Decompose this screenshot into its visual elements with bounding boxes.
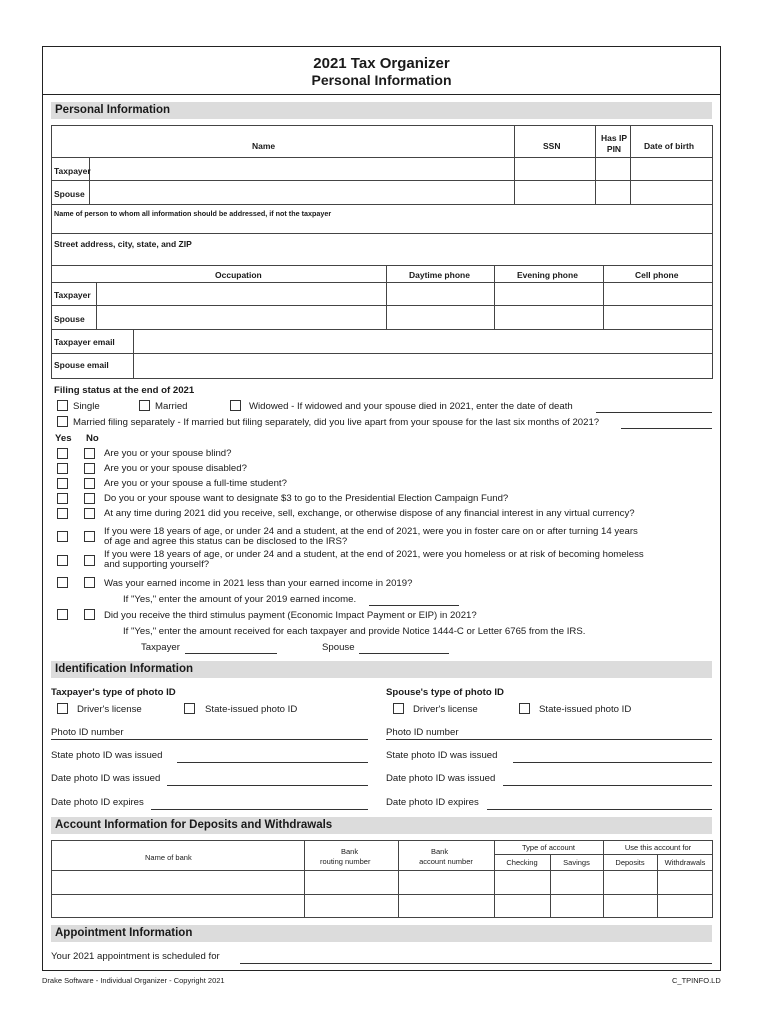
- section-account-information: Account Information for Deposits and Withdrawals: [51, 817, 712, 834]
- sp-state-issued-label: State photo ID was issued: [386, 750, 498, 761]
- widowed-checkbox[interactable]: [230, 400, 241, 411]
- tp-date-issued-field[interactable]: [167, 785, 368, 786]
- single-label: Single: [73, 401, 100, 412]
- spouse-photo-id-title: Spouse's type of photo ID: [386, 687, 504, 698]
- tp-date-expires-field[interactable]: [151, 809, 368, 810]
- title-box: [43, 47, 720, 95]
- question-homeless-1: If you were 18 years of age, or under 24 and a student, at the end of 2021, were you homeless or at risk of becoming homeless: [104, 549, 644, 560]
- occupation-spouse-label: Spouse: [54, 314, 85, 324]
- footer-copyright: Drake Software - Individual Organizer - Copyright 2021: [42, 976, 225, 985]
- foster-yes-checkbox[interactable]: [57, 531, 68, 542]
- mfs-label: Married filing separately - If married but filing separately, did you live apart from your spouse for the last six months of 2021?: [73, 417, 600, 428]
- homeless-no-checkbox[interactable]: [84, 555, 95, 566]
- single-checkbox[interactable]: [57, 400, 68, 411]
- question-student: Are you or your spouse a full-time student?: [104, 478, 287, 489]
- tp-state-id-label: State-issued photo ID: [205, 704, 298, 715]
- tp-drivers-license-label: Driver's license: [77, 704, 142, 715]
- question-blind: Are you or your spouse blind?: [104, 448, 232, 459]
- col-routing-2: routing number: [320, 857, 371, 866]
- appointment-field[interactable]: [240, 963, 712, 964]
- widowed-label: Widowed - If widowed and your spouse died in 2021, enter the date of death: [249, 401, 573, 412]
- taxpayer-email-field[interactable]: [134, 330, 712, 352]
- mfs-checkbox[interactable]: [57, 416, 68, 427]
- col-savings: Savings: [563, 858, 590, 867]
- sp-state-issued-field[interactable]: [513, 762, 712, 763]
- foster-no-checkbox[interactable]: [84, 531, 95, 542]
- sp-date-issued-field[interactable]: [503, 785, 712, 786]
- col-daytime-phone: Daytime phone: [409, 270, 470, 280]
- section-appointment-information: Appointment Information: [51, 925, 712, 942]
- tp-state-id-checkbox[interactable]: [184, 703, 195, 714]
- date-of-death-field[interactable]: [596, 412, 712, 413]
- question-campaign-fund: Do you or your spouse want to designate $3 to go to the Presidential Election Campaign Fund?: [104, 493, 509, 504]
- col-name: Name: [252, 141, 276, 151]
- disabled-yes-checkbox[interactable]: [57, 463, 68, 474]
- col-account-1: Bank: [431, 847, 449, 856]
- col-date-of-birth: Date of birth: [644, 141, 695, 151]
- tp-date-expires-label: Date photo ID expires: [51, 797, 144, 808]
- stimulus-taxpayer-label: Taxpayer: [141, 642, 180, 653]
- page-subtitle: Personal Information: [311, 72, 452, 88]
- street-address-label: Street address, city, state, and ZIP: [54, 239, 192, 249]
- sp-photo-id-number-label: Photo ID number: [386, 727, 459, 738]
- col-ssn: SSN: [543, 141, 561, 151]
- campaign-yes-checkbox[interactable]: [57, 493, 68, 504]
- col-deposits: Deposits: [615, 858, 645, 867]
- row-spouse-label: Spouse: [54, 189, 85, 199]
- disabled-no-checkbox[interactable]: [84, 463, 95, 474]
- question-virtual-currency: At any time during 2021 did you receive, sell, exchange, or otherwise dispose of any financial interest in any virtual currency?: [104, 508, 635, 519]
- stimulus-yes-checkbox[interactable]: [57, 609, 68, 620]
- tp-state-issued-label: State photo ID was issued: [51, 750, 163, 761]
- spouse-name-field[interactable]: [90, 181, 513, 203]
- taxpayer-name-field[interactable]: [90, 158, 513, 179]
- sp-date-expires-field[interactable]: [487, 809, 712, 810]
- question-stimulus: Did you receive the third stimulus payment (Economic Impact Payment or EIP) in 2021?: [104, 610, 477, 621]
- tp-drivers-license-checkbox[interactable]: [57, 703, 68, 714]
- col-use-account-for: Use this account for: [624, 843, 692, 852]
- stimulus-followup: If "Yes," enter the amount received for each taxpayer and provide Notice 1444-C or Letter 6765 from the IRS.: [123, 626, 586, 637]
- stimulus-spouse-label: Spouse: [322, 642, 355, 653]
- sp-state-id-label: State-issued photo ID: [539, 704, 632, 715]
- question-foster-2: of age and agree this status can be disclosed to the IRS?: [104, 536, 348, 547]
- student-no-checkbox[interactable]: [84, 478, 95, 489]
- homeless-yes-checkbox[interactable]: [57, 555, 68, 566]
- blind-no-checkbox[interactable]: [84, 448, 95, 459]
- col-type-of-account: Type of account: [522, 843, 575, 852]
- tp-photo-id-number-label: Photo ID number: [51, 727, 124, 738]
- campaign-no-checkbox[interactable]: [84, 493, 95, 504]
- earned-income-no-checkbox[interactable]: [84, 577, 95, 588]
- col-cell-phone: Cell phone: [635, 270, 679, 280]
- row-taxpayer-label: Taxpayer: [54, 166, 91, 176]
- blind-yes-checkbox[interactable]: [57, 448, 68, 459]
- footer-form-code: C_TPINFO.LD: [672, 976, 721, 985]
- addressee-label: Name of person to whom all information should be addressed, if not the taxpayer: [54, 209, 332, 218]
- married-checkbox[interactable]: [139, 400, 150, 411]
- sp-drivers-license-checkbox[interactable]: [393, 703, 404, 714]
- stimulus-no-checkbox[interactable]: [84, 609, 95, 620]
- col-has-ip-pin: Has IP PIN: [601, 133, 627, 154]
- section-personal-information: Personal Information: [51, 102, 712, 119]
- sp-photo-id-number-field[interactable]: [386, 739, 712, 740]
- yes-header: Yes: [55, 433, 72, 444]
- spouse-email-label: Spouse email: [54, 360, 109, 370]
- married-label: Married: [155, 401, 188, 412]
- tp-state-issued-field[interactable]: [177, 762, 368, 763]
- filing-status-title: Filing status at the end of 2021: [54, 385, 195, 396]
- col-checking: Checking: [506, 858, 538, 867]
- no-header: No: [86, 433, 99, 444]
- virtual-currency-no-checkbox[interactable]: [84, 508, 95, 519]
- student-yes-checkbox[interactable]: [57, 478, 68, 489]
- stimulus-spouse-field[interactable]: [359, 653, 449, 654]
- taxpayer-email-label: Taxpayer email: [54, 337, 115, 347]
- appointment-scheduled-label: Your 2021 appointment is scheduled for: [51, 951, 220, 962]
- earned-income-2019-field[interactable]: [369, 605, 459, 606]
- sp-date-issued-label: Date photo ID was issued: [386, 773, 496, 784]
- stimulus-taxpayer-field[interactable]: [185, 653, 277, 654]
- col-routing-1: Bank: [341, 847, 359, 856]
- taxpayer-photo-id-title: Taxpayer's type of photo ID: [51, 687, 176, 698]
- question-disabled: Are you or your spouse disabled?: [104, 463, 247, 474]
- tp-photo-id-number-field[interactable]: [51, 739, 368, 740]
- question-homeless-2: and supporting yourself?: [104, 559, 210, 570]
- col-name-of-bank: Name of bank: [145, 853, 192, 862]
- occupation-taxpayer-label: Taxpayer: [54, 290, 91, 300]
- col-account-2: account number: [419, 857, 473, 866]
- sp-drivers-license-label: Driver's license: [413, 704, 478, 715]
- sp-date-expires-label: Date photo ID expires: [386, 797, 479, 808]
- earned-income-yes-checkbox[interactable]: [57, 577, 68, 588]
- organizer-page: [42, 46, 721, 971]
- virtual-currency-yes-checkbox[interactable]: [57, 508, 68, 519]
- sp-state-id-checkbox[interactable]: [519, 703, 530, 714]
- col-occupation: Occupation: [215, 270, 262, 280]
- tp-date-issued-label: Date photo ID was issued: [51, 773, 161, 784]
- spouse-email-field[interactable]: [134, 354, 712, 378]
- earned-income-followup: If "Yes," enter the amount of your 2019 earned income.: [123, 594, 357, 605]
- question-foster-1: If you were 18 years of age, or under 24 and a student, at the end of 2021, were you in foster care on or after turning 14 years: [104, 526, 638, 537]
- col-withdrawals: Withdrawals: [664, 858, 706, 867]
- question-earned-income: Was your earned income in 2021 less than your earned income in 2019?: [104, 578, 413, 589]
- section-identification: Identification Information: [51, 661, 712, 678]
- page-title: 2021 Tax Organizer: [313, 55, 450, 72]
- mfs-answer-field[interactable]: [621, 428, 712, 429]
- col-evening-phone: Evening phone: [517, 270, 578, 280]
